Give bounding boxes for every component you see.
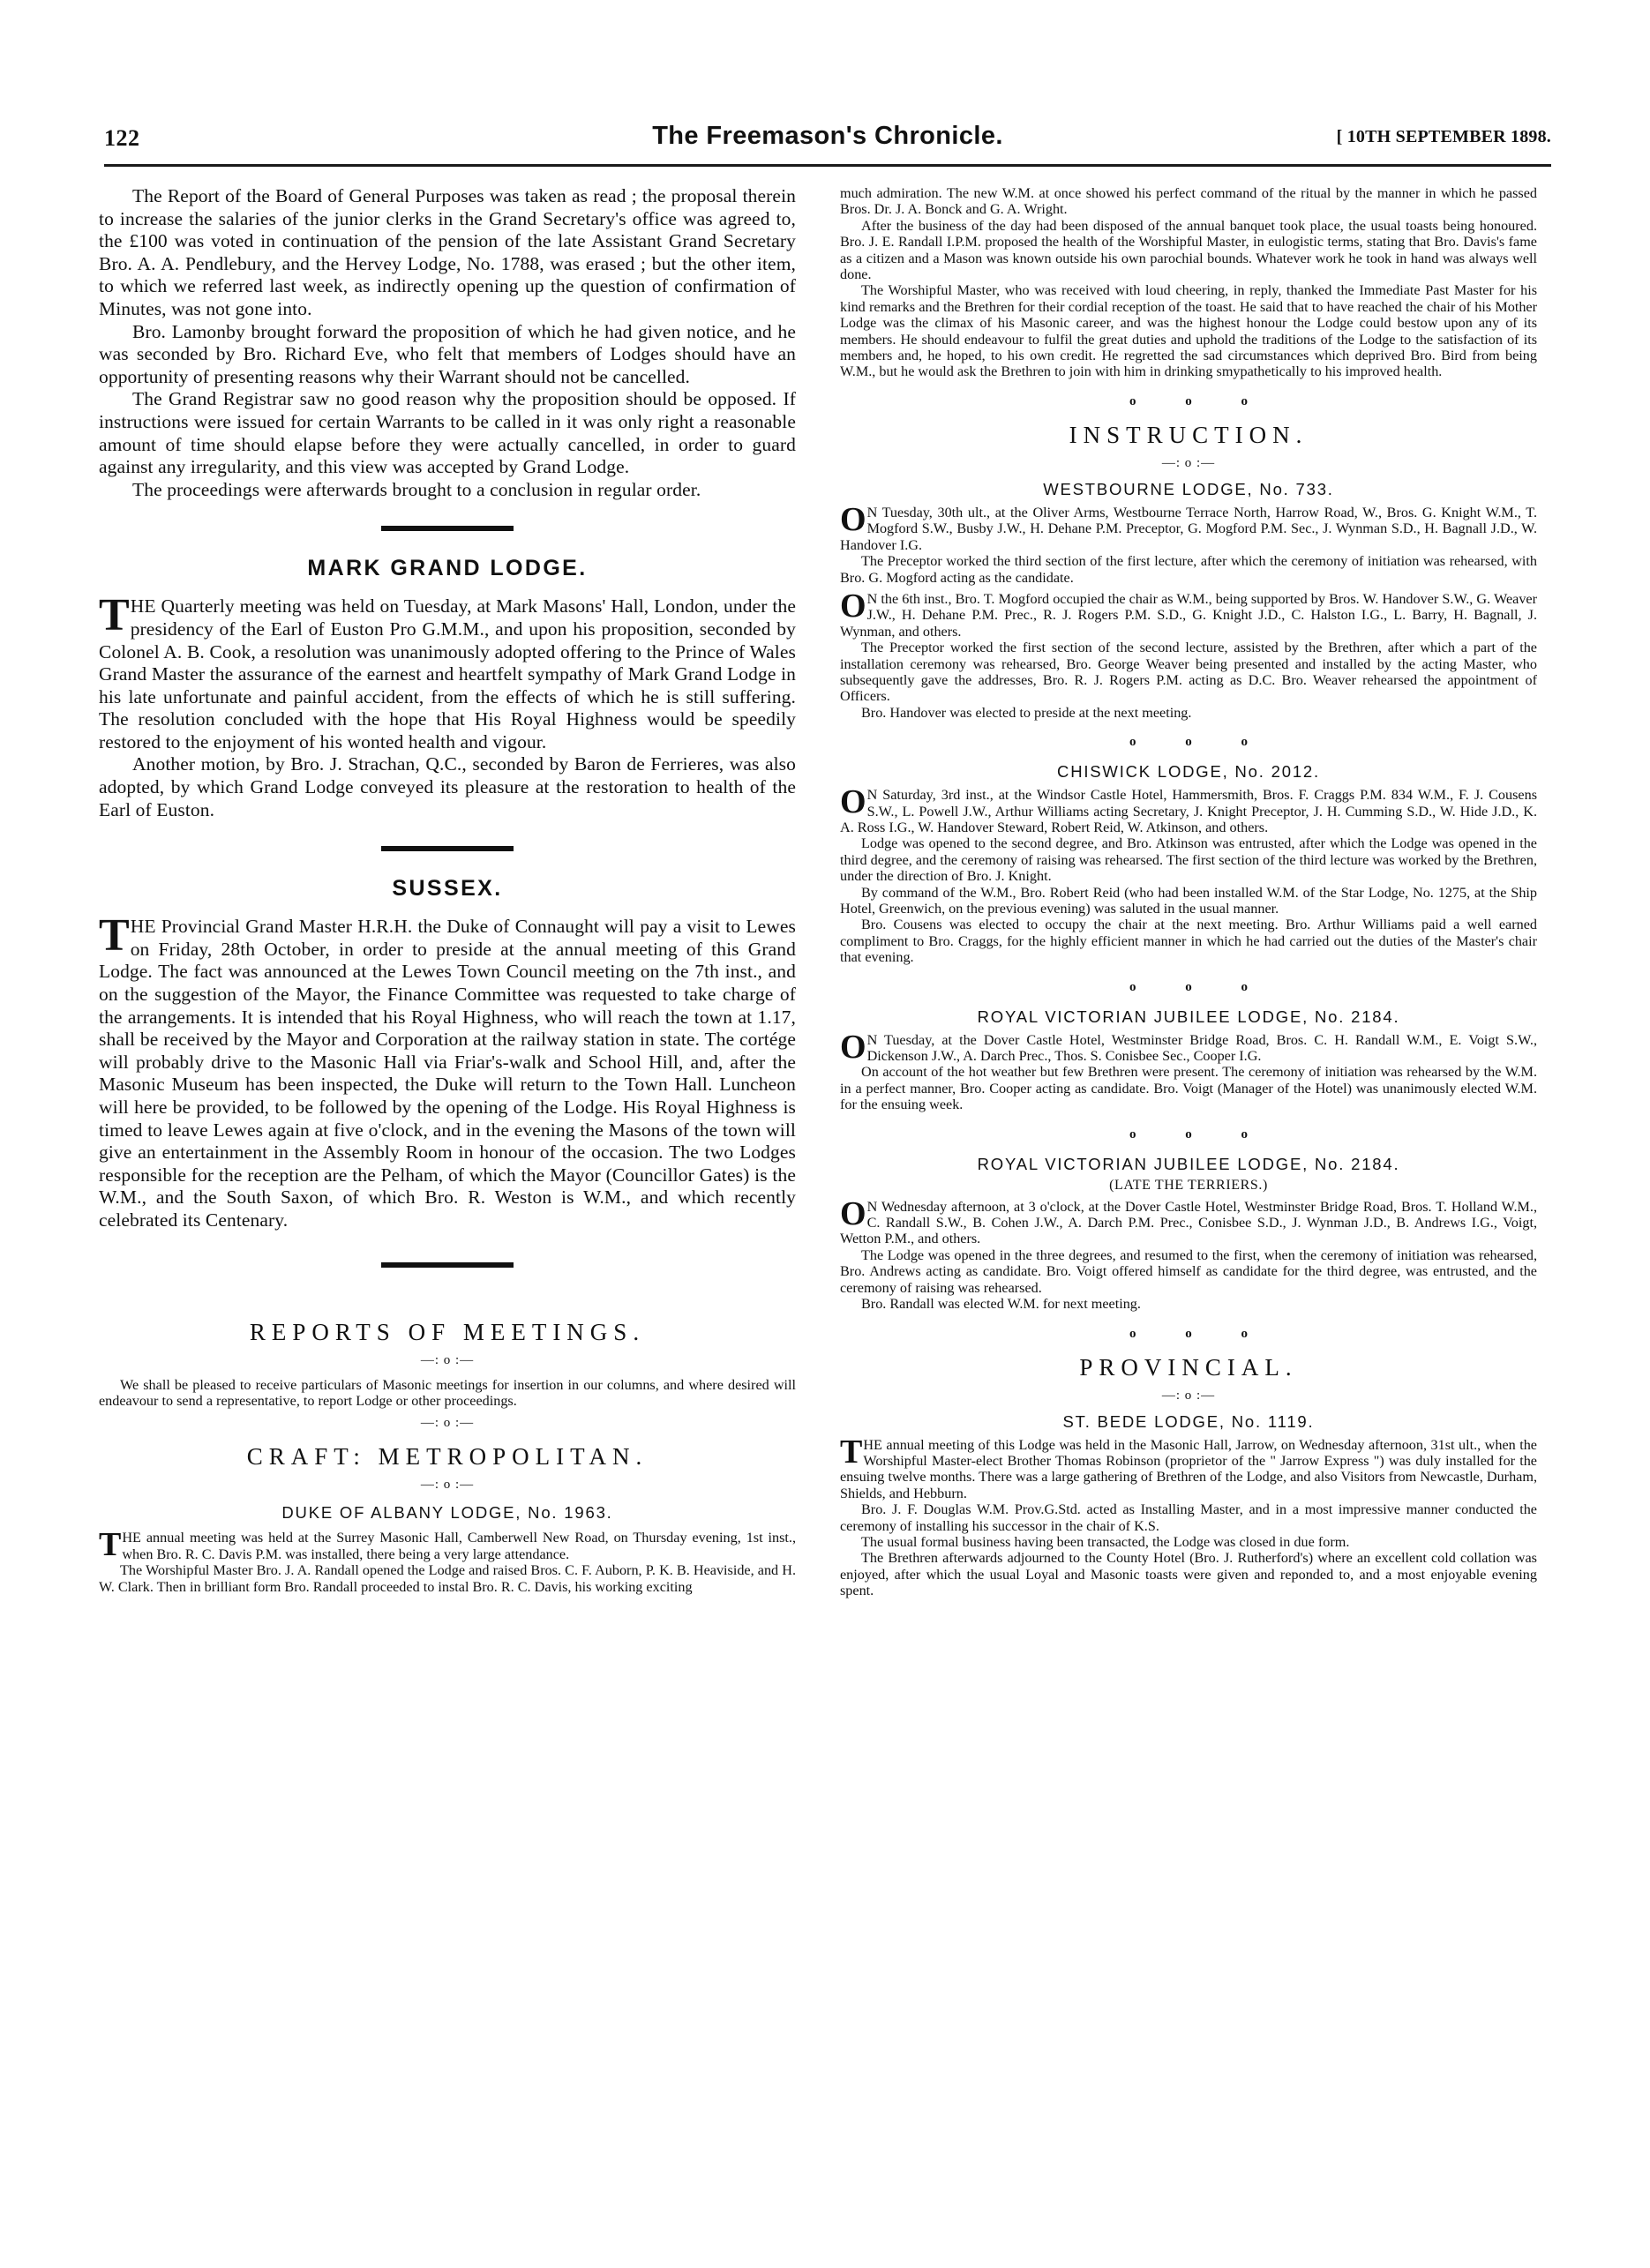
paragraph: N Tuesday, at the Dover Castle Hotel, Westminster Bridge Road, Bros. C. H. Randall W.M., E. Voigt S.W., Dickenson J.W., A. Darch Prec., Thos. S. Conisbee Sec., Cooper I.G.: [866, 1031, 1537, 1065]
dropcap-paragraph: [840, 500, 1537, 553]
paragraph: The Report of the Board of General Purposes was taken as read ; the proposal therein to increase the salaries of the junior clerks in the Grand Secretary's office was agreed to, the £100 was voted in continuation of the pension of the late Assistant Grand Secretary Bro. A. A. Pendlebury, and the Hervey Lodge, No. 1788, was erased ; but the other item, to which we referred last week, as indirectly opening up the question of confirmation of Minutes, was not gone into.: [99, 185, 796, 319]
report-duke-of-albany-lodge: [99, 1526, 796, 1595]
paragraph: N the 6th inst., Bro. T. Mogford occupied the chair as W.M., being supported by Bros. W. Handover S.W., G. Weaver J.W., H. Dehane P.M. Prec., R. J. Rogers P.M. S.D., G. Knight J.D., C. Halston I.G., L. Barry, H. Bagnall, J. Wynman, and others.: [840, 590, 1537, 640]
paragraph: The usual formal business having been transacted, the Lodge was closed in due form.: [861, 1533, 1350, 1550]
paragraph: N Tuesday, 30th ult., at the Oliver Arms, Westbourne Terrace North, Harrow Road, W., Bros. G. Knight W.M., T. Mogford S.W., Busby J.W., H. Dehane P.M. Preceptor, G. Mogford P.M. Sec., J. Wynman S.D., H. Bagnall J.D., W. Handover I.G.: [840, 504, 1537, 553]
section-heading-instruction: INSTRUCTION.: [1069, 421, 1309, 448]
dropcap-paragraph: [840, 1028, 1537, 1066]
ornament-three-circles: o o o: [1129, 1127, 1271, 1141]
dropcap-paragraph: [840, 1433, 1537, 1502]
report-royal-victorian-jubilee-lodge-2: [840, 1194, 1537, 1313]
report-royal-victorian-jubilee-lodge-1: [840, 1028, 1537, 1113]
paragraph: The Brethren afterwards adjourned to the County Hotel (Bro. J. Rutherford's) where an excellent cold collation was enjoyed, after which the usual Loyal and Masonic toasts were given and reponded to, and a most enjoyable evening spent.: [840, 1550, 1537, 1599]
dropcap-paragraph: [840, 783, 1537, 835]
paragraph: Bro. Cousens was elected to occupy the chair at the next meeting. Bro. Arthur Williams paid a well earned compliment to Bro. Craggs, for the highly efficient manner in which he had carried out the duties of the Master's chair that evening.: [840, 917, 1537, 966]
ornament-dash-o: —: o :—: [1161, 455, 1216, 470]
dropcap-paragraph: [99, 590, 796, 753]
ornament-three-circles: o o o: [1129, 979, 1271, 994]
publication-title: The Freemason's Chronicle.: [652, 122, 1003, 150]
drop-cap-letter: O: [840, 1194, 866, 1232]
paragraph: N Wednesday afternoon, at 3 o'clock, at the Dover Castle Hotel, Westminster Bridge Road, Bros. T. Holland W.M., C. Randall S.W., B. Cohen J.W., A. Darch P.M. Prec., Conisbee S.D., J. Wynman J.D., B. Andrews I.G., Voigt, Wetton P.M., and others.: [840, 1198, 1537, 1247]
paragraph: HE Quarterly meeting was held on Tuesday, at Mark Masons' Hall, London, under the presidency of the Earl of Euston Pro G.M.M., and upon his proposition, seconded by Colonel A. B. Cook, a resolution was unanimously adopted offering to the Prince of Wales Grand Master the assurance of the earnest and heartfelt sympathy of Mark Grand Lodge in his late unfortunate and painful accident, from the effects of which he is still suffering. The resolution concluded with the hope that His Royal Highness would be speedily restored to the enjoyment of his wonted health and vigour.: [99, 595, 796, 752]
paragraph: Bro. Randall was elected W.M. for next meeting.: [861, 1296, 1141, 1313]
drop-cap-letter: O: [840, 783, 866, 821]
drop-cap-letter: T: [840, 1433, 863, 1471]
paragraph: HE Provincial Grand Master H.R.H. the Duke of Connaught will pay a visit to Lewes on Friday, 28th October, in order to preside at the annual meeting of this Grand Lodge. The fact was announced at the Lewes Town Council meeting on the 7th inst., and on the suggestion of the Mayor, the Finance Committee was requested to take charge of the arrangements. It is intended that his Royal Highness, who will reach the town at 1.17, shall be received by the Mayor and Corporation at the railway station in state. The cortége will probably drive to the Masonic Hall via Friar's-walk and School Hill, and, after the Masonic Museum has been inspected, the Duke will return to the Town Hall. Luncheon will here be provided, to be followed by the opening of the Lodge. His Royal Highness is timed to leave Lewes again at five o'clock, and in the evening the Masons of the town will give an entertainment in the Assembly Room in honour of the occasion. The two Lodges responsible for the reception are the Pelham, of which the Mayor (Councillor Gates) is the W.M., and the South Saxon, of which Bro. R. Weston is W.M., and which recently celebrated its Centenary.: [99, 916, 796, 1231]
paragraph: Bro. Handover was elected to preside at the next meeting.: [861, 704, 1192, 721]
section-heading-sussex: SUSSEX.: [392, 876, 503, 902]
report-chiswick-lodge: [840, 783, 1537, 966]
paragraph: By command of the W.M., Bro. Robert Reid (who had been installed W.M. of the Star Lodge, No. 1275, at the Ship Hotel, Greenwich, on the previous evening) was saluted in the usual manner.: [840, 884, 1537, 917]
article-grand-lodge-report: [99, 185, 796, 501]
column-right: [840, 185, 1537, 1599]
reports-notice: [99, 1377, 796, 1410]
paragraph: The Preceptor worked the third section of the first lecture, after which the ceremony of initiation was rehearsed, with Bro. G. Mogford acting as the candidate.: [840, 553, 1537, 586]
lodge-subheading-late-the-terriers: (LATE THE TERRIERS.): [1109, 1177, 1268, 1193]
paragraph: The Lodge was opened in the three degrees, and resumed to the first, when the ceremony of initiation was rehearsed, Bro. Andrews acting as candidate. Bro. Voigt offered himself as candidate for the third degree, was entrusted, and the ceremony of raising was rehearsed.: [840, 1246, 1537, 1296]
drop-cap-letter: O: [840, 500, 866, 538]
lodge-heading-chiswick: CHISWICK LODGE, No. 2012.: [1057, 762, 1320, 782]
paragraph: Bro. Lamonby brought forward the proposition of which he had given notice, and he was seconded by Bro. Richard Eve, who felt that members of Lodges should have an opportunity of presenting reasons why their Warrant should not be cancelled.: [99, 320, 796, 387]
page-folio-number: 122: [104, 125, 140, 151]
paragraph: The Worshipful Master, who was received with loud cheering, in reply, thanked the Immediate Past Master for his kind remarks and the Brethren for their cordial reception of the toast. He said that to have reached the chair of his Mother Lodge was the climax of his Masonic career, and was the highest honour the Lodge could bestow upon any of its members. He should endeavour to fulfil the great duties and uphold the traditions of the Lodge to the satisfaction of its members and, he hoped, to his own credit. He regretted the sad circumstances which deprived Bro. Bird from being W.M., but he would ask the Brethren to join with him in drinking smypathetically to his improved health.: [840, 282, 1537, 380]
drop-cap-letter: O: [840, 1028, 866, 1066]
section-heading-provincial: PROVINCIAL.: [1079, 1353, 1298, 1381]
section-heading-mark-grand-lodge: MARK GRAND LODGE.: [307, 556, 588, 581]
paragraph: The proceedings were afterwards brought to a conclusion in regular order.: [132, 478, 701, 500]
section-heading-reports-of-meetings: REPORTS OF MEETINGS.: [249, 1318, 646, 1345]
drop-cap-letter: T: [99, 590, 130, 641]
paragraph: much admiration. The new W.M. at once showed his perfect command of the ritual by the manner in which he passed Bros. Dr. J. A. Bonck and G. A. Wright.: [840, 185, 1537, 218]
column-left: [99, 185, 796, 1595]
issue-date: [ 10TH SEPTEMBER 1898.: [1336, 127, 1551, 146]
paragraph: Bro. J. F. Douglas W.M. Prov.G.Std. acted as Installing Master, and in a most impressive manner conducted the ceremony of installing his successor in the chair of K.S.: [840, 1501, 1537, 1534]
ornament-three-circles: o o o: [1129, 735, 1271, 750]
ornament-dash-o: —: o :—: [420, 1352, 475, 1367]
paragraph: We shall be pleased to receive particulars of Masonic meetings for insertion in our columns, and where desired will endeavour to send a representative, to report Lodge or other proceedings.: [99, 1376, 796, 1409]
ornament-three-circles: o o o: [1129, 393, 1271, 408]
section-heading-craft-metropolitan: CRAFT: METROPOLITAN.: [246, 1443, 649, 1471]
ornament-dash-o: —: o :—: [1161, 1388, 1216, 1403]
paragraph: The Worshipful Master Bro. J. A. Randall opened the Lodge and raised Bros. C. F. Auborn, P. K. B. Heaviside, and H. W. Clark. Then in brilliant form Bro. Randall proceeded to instal Bro. R. C. Davis, his working exciting: [99, 1562, 796, 1595]
lodge-heading-royal-victorian-jubilee-1: ROYAL VICTORIAN JUBILEE LODGE, No. 2184.: [977, 1007, 1400, 1026]
paragraph: The Grand Registrar saw no good reason why the proposition should be opposed. If instructions were issued for certain Warrants to be called in it was only right a reasonable amount of time should elapse before they were actually cancelled, in order to guard against any irregularity, and this view was accepted by Grand Lodge.: [99, 388, 796, 478]
paragraph: After the business of the day had been disposed of the annual banquet took place, the usual toasts being honoured. Bro. J. E. Randall I.P.M. proposed the health of the Worshipful Master, in eulogistic terms, stating that Bro. Davis's fame as a citizen and a Mason was known outside his own parochial bounds. Whatever work he took in hand was always well done.: [840, 217, 1537, 283]
paragraph: N Saturday, 3rd inst., at the Windsor Castle Hotel, Hammersmith, Bros. F. Craggs P.M. 834 W.M., F. J. Cousens S.W., L. Powell J.W., Arthur Williams acting Secretary, J. Knight Preceptor, J. H. Cumming S.D., W. Hide J.D., K. A. Ross I.G., W. Handover Steward, Robert Reid, W. Atkinson, and others.: [840, 787, 1537, 835]
ornament-three-circles: o o o: [1129, 1326, 1271, 1341]
lodge-heading-westbourne: WESTBOURNE LODGE, No. 733.: [1043, 479, 1334, 498]
ornament-dash-o: —: o :—: [420, 1416, 475, 1431]
paragraph: HE annual meeting of this Lodge was held in the Masonic Hall, Jarrow, on Wednesday afternoon, 31st ult., when the Worshipful Master-elect Brother Thomas Robinson (proprietor of the " Jarrow Express ") was duly installed for the ensuing twelve months. There was a large gathering of Brethren of the Lodge, and also Visitors from Newcastle, Durham, Shields, and Hebburn.: [840, 1436, 1537, 1501]
report-st-bede-lodge: [840, 1433, 1537, 1599]
article-mark-grand-lodge: [99, 590, 796, 821]
masthead-rule: [104, 164, 1551, 167]
lodge-heading-duke-of-albany: DUKE OF ALBANY LODGE, No. 1963.: [281, 1503, 613, 1523]
paragraph: Lodge was opened to the second degree, and Bro. Atkinson was entrusted, after which the Lodge was opened in the third degree, and the ceremony of raising was rehearsed. The first section of the third lecture was worked by the Brethren, under the direction of Bro. J. Knight.: [840, 835, 1537, 885]
report-westbourne-lodge: [840, 500, 1537, 721]
article-duke-of-albany-continued: [840, 185, 1537, 380]
paragraph: The Preceptor worked the first section of the second lecture, assisted by the Brethren, after which a part of the installation ceremony was rehearsed, Bro. George Weaver being presented and installed by the acting Master, who subsequently gave the addresses, Bro. R. J. Rogers P.M. acting as D.C. Bro. Weaver rehearsed the appointment of Officers.: [840, 640, 1537, 705]
dropcap-paragraph: [840, 587, 1537, 640]
drop-cap-letter: O: [840, 587, 866, 625]
drop-cap-letter: T: [99, 1526, 122, 1564]
drop-cap-letter: T: [99, 910, 130, 962]
paragraph: Another motion, by Bro. J. Strachan, Q.C., seconded by Baron de Ferrieres, was also adopted, by which Grand Lodge conveyed its pleasure at the restoration to health of the Earl of Euston.: [99, 753, 796, 820]
paragraph: HE annual meeting was held at the Surrey Masonic Hall, Camberwell New Road, on Thursday evening, 1st inst., when Bro. R. C. Davis P.M. was installed, there being a very large attendance.: [122, 1530, 796, 1562]
ornament-dash-o: —: o :—: [420, 1478, 475, 1493]
article-sussex: [99, 910, 796, 1231]
lodge-heading-st-bede: ST. BEDE LODGE, No. 1119.: [1062, 1411, 1315, 1431]
page-masthead: [104, 122, 1551, 162]
dropcap-paragraph: [99, 1526, 796, 1564]
dropcap-paragraph: [99, 910, 796, 1231]
lodge-heading-royal-victorian-jubilee-2: ROYAL VICTORIAN JUBILEE LODGE, No. 2184.: [977, 1154, 1400, 1173]
dropcap-paragraph: [840, 1194, 1537, 1247]
paragraph: On account of the hot weather but few Brethren were present. The ceremony of initiation was rehearsed by the W.M. in a perfect manner, Bro. Cooper acting as candidate. Bro. Voigt (Manager of the Hotel) was unanimously elected W.M. for the ensuing week.: [840, 1064, 1537, 1113]
